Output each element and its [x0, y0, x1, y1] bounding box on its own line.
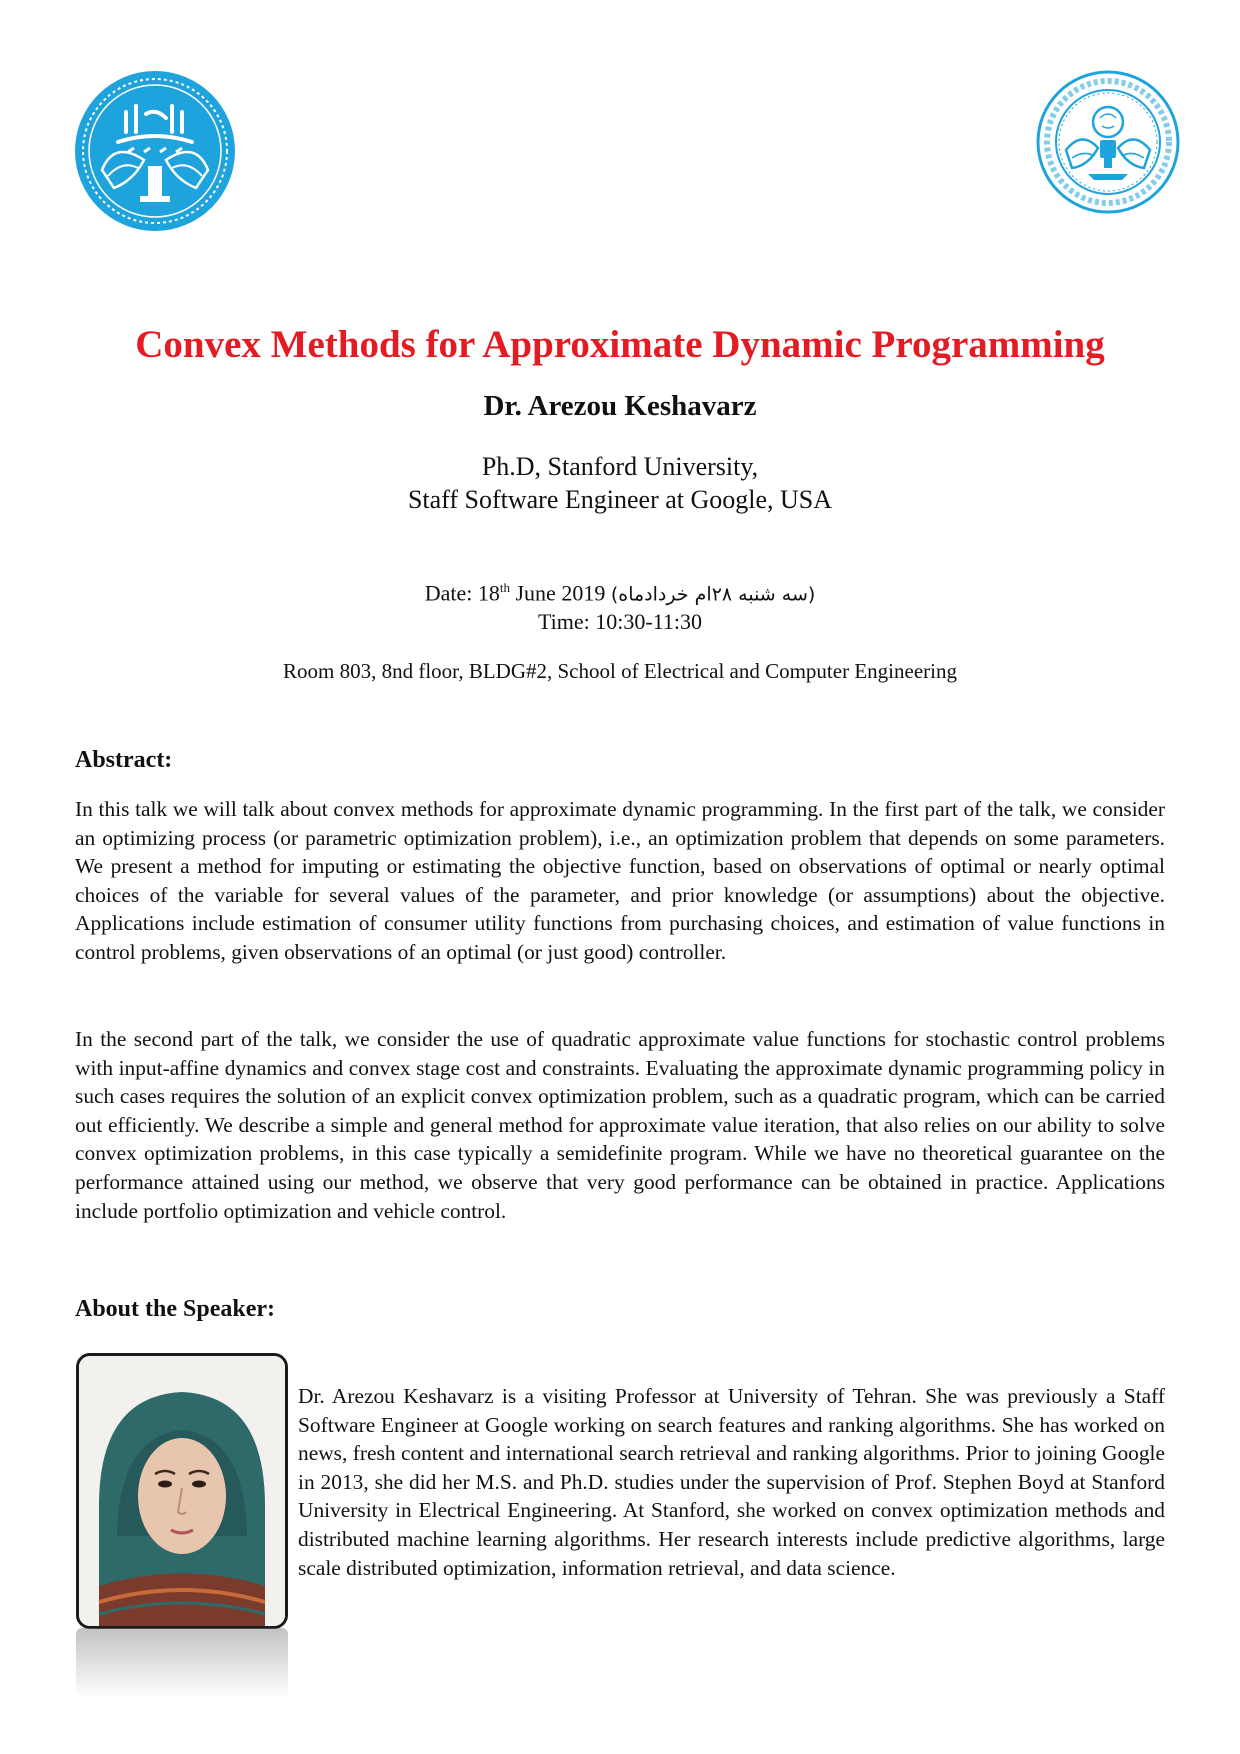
date-ordinal: th [499, 580, 510, 595]
about-speaker-heading: About the Speaker: [75, 1296, 276, 1322]
speaker-affiliation [0, 450, 1240, 516]
event-time: Time: 10:30-11:30 [537, 609, 702, 634]
university-of-tehran-logo [74, 70, 236, 232]
abstract-heading: Abstract: [75, 747, 173, 773]
speaker-photo [76, 1353, 288, 1629]
event-location: Room 803, 8nd floor, BLDG#2, School of Electrical and Computer Engineering [283, 659, 957, 683]
affiliation-line-1: Ph.D, Stanford University, [481, 452, 759, 481]
date-prefix: Date: 18 [424, 580, 500, 606]
affiliation-line-2: Staff Software Engineer at Google, USA [407, 485, 833, 514]
mir-lab-logo [1036, 70, 1180, 214]
date-suffix: June 2019 [510, 580, 611, 606]
speaker-photo-reflection [76, 1628, 288, 1698]
abstract-paragraph-1: In this talk we will talk about convex methods for approximate dynamic programming. In the first part of the talk, we consider an optimizing process (or parametric optimization problem), i.e., an optimization problem that depends on some parameters. We present a method for imputing or estimating the objective function, based on observations of optimal or nearly optimal choices of the variable for several values of the parameter, and prior knowledge (or assumptions) about the objective. Applications include estimation of consumer utility functions from purchasing choices, and estimation of value functions in control problems, given observations of an optimal (or just good) controller. [75, 797, 1165, 964]
talk-title: Convex Methods for Approximate Dynamic Programming [135, 323, 1105, 366]
abstract-paragraph-2: In the second part of the talk, we consider the use of quadratic approximate value functions for stochastic control problems with input-affine dynamics and convex stage cost and constraints. Evaluating the approximate dynamic programming policy in such cases requires the solution of an explicit convex optimization problem, such as a quadratic program, which can be carried out efficiently. We describe a simple and general method for approximate value iteration, that also relies on our ability to solve convex optimization problems, in this case typically a semidefinite program. While we have no theoretical guarantee on the performance attained using our method, we observe that very good performance can be obtained in practice. Applications include portfolio optimization and vehicle control. [75, 1027, 1165, 1223]
date-persian: (سه شنبه ۲۸ام خردادماه) [610, 583, 816, 606]
speaker-bio: Dr. Arezou Keshavarz is a visiting Professor at University of Tehran. She was previously a Staff Software Engineer at Google working on search features and ranking algorithms. She has worked on news, fresh content and international search retrieval and ranking algorithms. Prior to joining Google in 2013, she did her M.S. and Ph.D. studies under the supervision of Prof. Stephen Boyd at Stanford University in Electrical Engineering. At Stanford, she worked on convex optimization methods and distributed machine learning algorithms. Her research interests include predictive algorithms, large scale distributed optimization, information retrieval, and data science. [298, 1384, 1165, 1580]
event-date [0, 580, 1240, 606]
speaker-name: Dr. Arezou Keshavarz [483, 390, 757, 422]
